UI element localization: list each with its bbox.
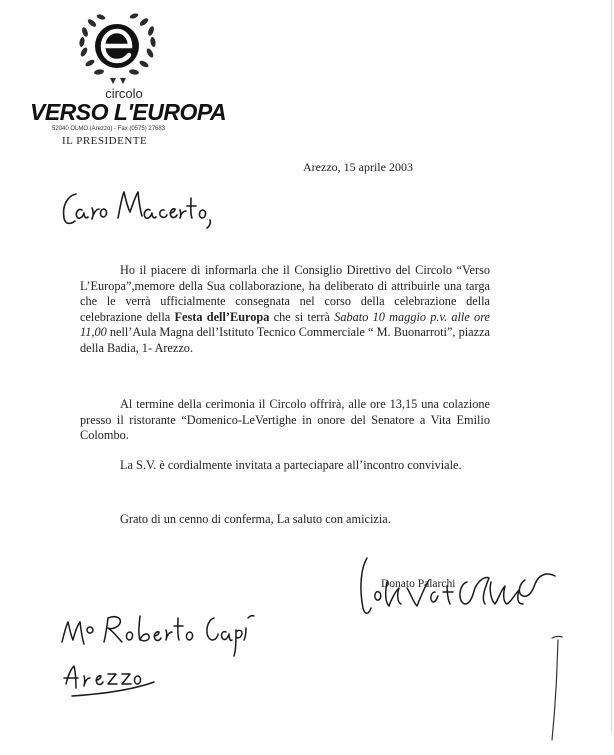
- paragraph-lunch: [80, 397, 490, 444]
- handwritten-signature: [355, 552, 565, 632]
- signer-name: Donato Palarchi: [381, 578, 456, 590]
- paragraph-invitation: [80, 263, 490, 356]
- club-name: VERSO L'EUROPA: [30, 99, 227, 125]
- date-line: Arezzo, 15 aprile 2003: [303, 160, 413, 174]
- handwritten-recipient: [58, 608, 258, 718]
- club-prefix: circolo: [105, 86, 143, 101]
- club-address: 52040 OLMO (Arezzo) - Fax (0575) 27683: [52, 126, 166, 132]
- paragraph-3-text: La S.V. è cordialmente invitata a parteciapare all’incontro conviviale.: [120, 458, 462, 472]
- page-edge: [611, 0, 612, 731]
- paragraph-1-text-b: che si terrà: [269, 309, 335, 324]
- event-datetime: Sabato 10 maggio p.v. alle ore 11,00: [80, 309, 490, 339]
- paragraph-1-text-c: nell’Aula Magna dell’Istituto Tecnico Commerciale “ M. Buonarroti”, piazza della Badia, 1- Arezzo.: [80, 325, 490, 355]
- paragraph-4-text: Grato di un cenno di conferma, La saluto con amicizia.: [120, 512, 391, 526]
- handwritten-salutation: [60, 180, 220, 240]
- paragraph-closing: [80, 512, 490, 528]
- paragraph-2-text: Al termine della cerimonia il Circolo offrirà, alle ore 13,15 una colazione presso il ristorante “Domenico-LeVertighe in onore del Senatore a Vita Emilio Colombo.: [80, 397, 490, 442]
- club-logo: [70, 8, 162, 88]
- margin-mark: [548, 610, 572, 750]
- salutation-text: [60, 180, 220, 240]
- paragraph-1-text-a: Ho il piacere di informarla che il Consiglio Direttivo del Circolo “Verso L’Europa”,memore della Sua collaborazione, ha deliberato di attribuirle una targa che le verrà ufficialmente consegnata nel corso della celebrazione della celebrazione della: [80, 263, 490, 324]
- paragraph-invited: [80, 458, 490, 474]
- president-title: IL PRESIDENTE: [62, 135, 148, 147]
- event-name: Festa dell’Europa: [174, 309, 270, 324]
